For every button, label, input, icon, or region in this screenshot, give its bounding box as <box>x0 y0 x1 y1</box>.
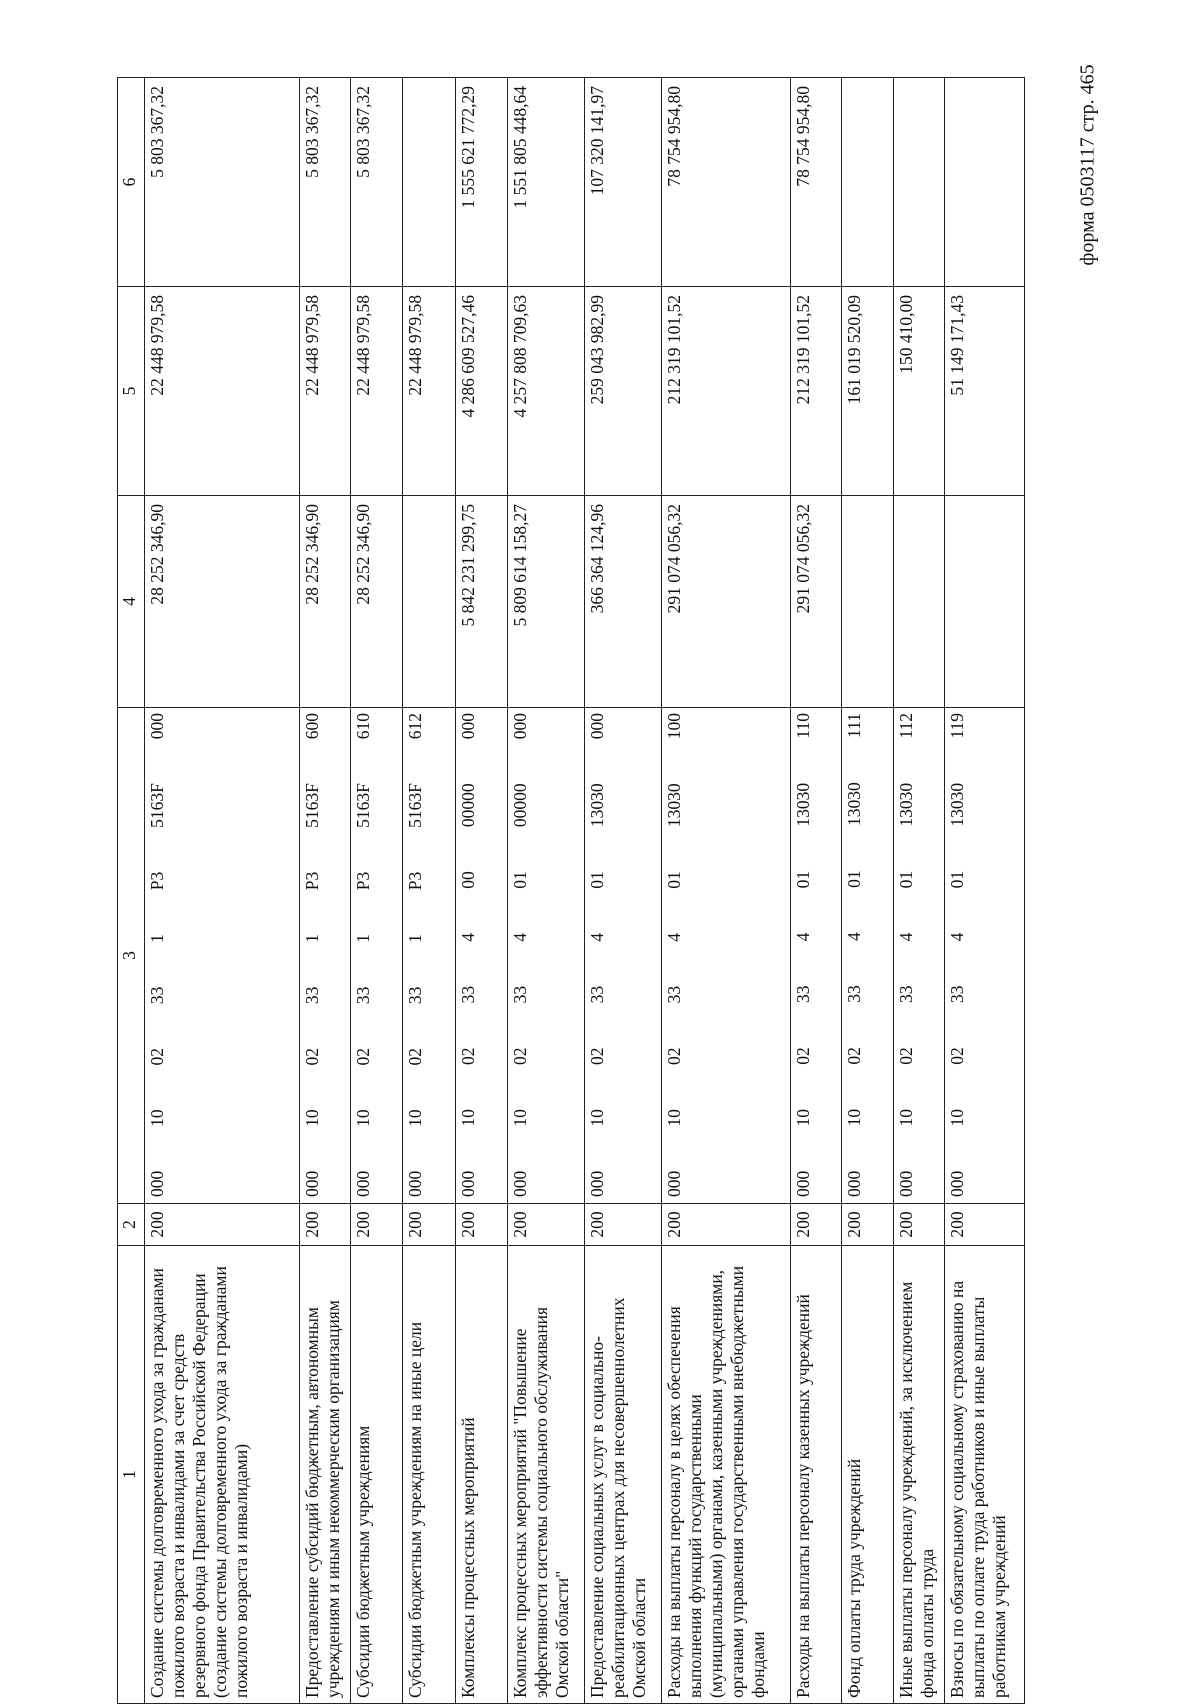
code-segment: 000 <box>458 1170 478 1197</box>
budget-code-parts <box>147 713 168 1197</box>
code-segment: 5163F <box>147 783 167 828</box>
budget-code <box>145 708 300 1204</box>
budget-code <box>508 708 585 1204</box>
code-segment: 33 <box>405 986 425 1005</box>
code-segment: 5163F <box>302 783 322 828</box>
code-segment: 02 <box>793 1047 813 1065</box>
line-code: 200 <box>842 1204 894 1246</box>
table-row <box>300 78 351 1704</box>
budget-code-parts <box>896 713 917 1197</box>
code-segment: 01 <box>587 871 607 889</box>
unexecuted-amount: 5 803 367,32 <box>300 78 351 287</box>
code-segment: 000 <box>353 1170 373 1197</box>
code-segment: 00000 <box>458 783 478 828</box>
code-segment: 33 <box>793 985 813 1004</box>
code-segment: 000 <box>458 713 478 740</box>
code-segment: 02 <box>844 1047 864 1065</box>
code-segment: 13030 <box>896 782 916 827</box>
line-code: 200 <box>300 1204 351 1246</box>
code-segment: 13030 <box>793 782 813 827</box>
executed-amount: 4 257 808 709,63 <box>508 287 585 496</box>
row-name: Комплексы процессных мероприятий <box>456 1246 508 1704</box>
table-row <box>662 78 791 1704</box>
executed-amount: 259 043 982,99 <box>585 287 662 496</box>
executed-amount: 150 410,00 <box>894 287 945 496</box>
code-segment: 02 <box>353 1048 373 1066</box>
code-segment: 10 <box>302 1109 322 1127</box>
row-name: Комплекс процессных мероприятий "Повышение эффективности системы социального обслуживания Омской области" <box>508 1246 585 1704</box>
column-header: 5 <box>118 287 145 496</box>
code-segment: 02 <box>664 1047 684 1065</box>
code-segment: 33 <box>587 985 607 1004</box>
approved-amount: 291 074 056,32 <box>662 496 791 708</box>
code-segment: 02 <box>896 1047 916 1065</box>
table-row <box>351 78 403 1704</box>
approved-amount <box>945 496 1025 708</box>
code-segment: 01 <box>896 870 916 889</box>
row-name: Расходы на выплаты персоналу казенных учреждений <box>791 1246 842 1704</box>
expenditure-table <box>117 77 1025 1704</box>
unexecuted-amount: 78 754 954,80 <box>791 78 842 287</box>
budget-code <box>351 708 403 1204</box>
unexecuted-amount: 78 754 954,80 <box>662 78 791 287</box>
unexecuted-amount: 1 555 621 772,29 <box>456 78 508 287</box>
code-segment: 01 <box>947 870 967 889</box>
code-segment: 02 <box>510 1047 530 1065</box>
budget-code <box>585 708 662 1204</box>
code-segment: 610 <box>353 713 373 740</box>
approved-amount: 5 809 614 158,27 <box>508 496 585 708</box>
code-segment: 33 <box>458 985 478 1004</box>
budget-code-parts <box>458 713 479 1197</box>
line-code: 200 <box>662 1204 791 1246</box>
budget-code-parts <box>587 713 608 1197</box>
code-segment: 000 <box>844 1170 864 1197</box>
code-segment: 02 <box>405 1048 425 1066</box>
budget-code <box>403 708 456 1204</box>
line-code: 200 <box>945 1204 1025 1246</box>
row-name: Субсидии бюджетным учреждениям <box>351 1246 403 1704</box>
line-code: 200 <box>351 1204 403 1246</box>
code-segment: 1 <box>147 934 167 943</box>
code-segment: 33 <box>844 985 864 1003</box>
form-label: форма 0503117 стр. 465 <box>1076 64 1099 266</box>
code-segment: 000 <box>664 1170 684 1197</box>
column-header: 3 <box>118 708 145 1204</box>
table-row <box>403 78 456 1704</box>
code-segment: 00000 <box>510 783 530 828</box>
code-segment: 4 <box>458 932 478 942</box>
unexecuted-amount <box>403 78 456 287</box>
approved-amount: 366 364 124,96 <box>585 496 662 708</box>
code-segment: Р3 <box>405 871 425 891</box>
budget-code <box>842 708 894 1204</box>
table-row <box>456 78 508 1704</box>
table-row <box>842 78 894 1704</box>
line-code: 200 <box>585 1204 662 1246</box>
executed-amount: 4 286 609 527,46 <box>456 287 508 496</box>
approved-amount: 291 074 056,32 <box>791 496 842 708</box>
code-segment: 01 <box>664 871 684 889</box>
code-segment: 10 <box>353 1109 373 1127</box>
code-segment: 13030 <box>947 782 967 827</box>
table-row <box>508 78 585 1704</box>
code-segment: 5163F <box>353 783 373 828</box>
code-segment: 02 <box>147 1048 167 1066</box>
code-segment: 10 <box>896 1109 916 1127</box>
unexecuted-amount <box>945 78 1025 287</box>
code-segment: 112 <box>896 713 916 739</box>
code-segment: 10 <box>587 1109 607 1127</box>
code-segment: 1 <box>405 934 425 943</box>
row-name: Предоставление субсидий бюджетным, автономным учреждениям и иным некоммерческим организациям <box>300 1246 351 1704</box>
line-code: 200 <box>791 1204 842 1246</box>
code-segment: 000 <box>587 1170 607 1197</box>
column-header: 6 <box>118 78 145 287</box>
code-segment: 00 <box>458 871 478 889</box>
approved-amount <box>842 496 894 708</box>
code-segment: 1 <box>353 934 373 943</box>
code-segment: 13030 <box>664 783 684 828</box>
code-segment: 4 <box>896 932 916 942</box>
code-segment: 4 <box>664 932 684 942</box>
code-segment: 110 <box>793 713 813 739</box>
code-segment: 4 <box>844 932 864 941</box>
code-segment: 100 <box>664 713 684 740</box>
code-segment: 000 <box>896 1170 916 1197</box>
executed-amount: 22 448 979,58 <box>300 287 351 496</box>
form-header <box>1058 10 1118 320</box>
code-segment: 10 <box>844 1108 864 1127</box>
code-segment: 13030 <box>587 783 607 828</box>
executed-amount: 51 149 171,43 <box>945 287 1025 496</box>
line-code: 200 <box>456 1204 508 1246</box>
budget-code-parts <box>353 713 374 1197</box>
report-page <box>117 78 1054 1704</box>
budget-code <box>894 708 945 1204</box>
executed-amount: 22 448 979,58 <box>403 287 456 496</box>
code-segment: 02 <box>302 1048 322 1066</box>
executed-amount: 22 448 979,58 <box>145 287 300 496</box>
column-header: 4 <box>118 496 145 708</box>
code-segment: 000 <box>147 713 167 740</box>
row-name: Создание системы долговременного ухода за гражданами пожилого возраста и инвалидами за счет средств резервного фонда Правительства Российской Федерации (создание системы долговременного ухода за гражданами пожилого возраста и инвалидами) <box>145 1246 300 1704</box>
table-row <box>145 78 300 1704</box>
code-segment: 000 <box>587 713 607 740</box>
code-segment: 33 <box>947 985 967 1004</box>
code-segment: 10 <box>147 1109 167 1127</box>
budget-code-parts <box>947 713 968 1197</box>
approved-amount: 5 842 231 299,75 <box>456 496 508 708</box>
code-segment: 02 <box>947 1047 967 1065</box>
table-row <box>894 78 945 1704</box>
budget-code-parts <box>793 713 814 1197</box>
budget-code-parts <box>664 713 685 1197</box>
unexecuted-amount <box>894 78 945 287</box>
code-segment: 4 <box>510 932 530 942</box>
code-segment: 000 <box>947 1170 967 1197</box>
table-row <box>585 78 662 1704</box>
code-segment: 33 <box>147 986 167 1005</box>
line-code: 200 <box>894 1204 945 1246</box>
code-segment: Р3 <box>353 871 373 891</box>
budget-code-parts <box>405 713 426 1197</box>
code-segment: 000 <box>147 1170 167 1197</box>
code-segment: 33 <box>510 985 530 1004</box>
line-code: 200 <box>145 1204 300 1246</box>
line-code: 200 <box>403 1204 456 1246</box>
budget-code-parts <box>302 713 323 1197</box>
code-segment: 4 <box>793 932 813 942</box>
code-segment: 1 <box>302 934 322 943</box>
executed-amount: 212 319 101,52 <box>662 287 791 496</box>
approved-amount <box>403 496 456 708</box>
code-segment: 4 <box>587 932 607 942</box>
unexecuted-amount: 1 551 805 448,64 <box>508 78 585 287</box>
code-segment: 10 <box>793 1109 813 1127</box>
code-segment: 13030 <box>844 782 864 827</box>
code-segment: Р3 <box>147 871 167 891</box>
code-segment: 000 <box>510 713 530 740</box>
code-segment: 119 <box>947 713 967 739</box>
code-segment: 000 <box>793 1170 813 1197</box>
approved-amount: 28 252 346,90 <box>145 496 300 708</box>
unexecuted-amount: 107 320 141,97 <box>585 78 662 287</box>
row-name: Предоставление социальных услуг в социально-реабилитационных центрах для несовершеннолетних Омской области <box>585 1246 662 1704</box>
column-header: 2 <box>118 1204 145 1246</box>
code-segment: 000 <box>405 1170 425 1197</box>
code-segment: 10 <box>664 1109 684 1127</box>
approved-amount: 28 252 346,90 <box>351 496 403 708</box>
approved-amount: 28 252 346,90 <box>300 496 351 708</box>
code-segment: 000 <box>302 1170 322 1197</box>
column-header: 1 <box>118 1246 145 1704</box>
budget-code <box>791 708 842 1204</box>
code-segment: 10 <box>405 1109 425 1127</box>
code-segment: 5163F <box>405 783 425 828</box>
code-segment: 01 <box>844 870 864 888</box>
table-row <box>791 78 842 1704</box>
budget-code <box>945 708 1025 1204</box>
budget-code-parts <box>510 713 531 1197</box>
code-segment: 33 <box>353 986 373 1005</box>
table-body <box>145 78 1025 1704</box>
budget-code <box>662 708 791 1204</box>
code-segment: 33 <box>302 986 322 1005</box>
table-header <box>118 78 145 1704</box>
row-name: Фонд оплаты труда учреждений <box>842 1246 894 1704</box>
header-row <box>118 78 145 1704</box>
code-segment: 01 <box>793 870 813 889</box>
code-segment: 600 <box>302 713 322 740</box>
code-segment: 10 <box>510 1109 530 1127</box>
table-row <box>945 78 1025 1704</box>
budget-code-parts <box>844 713 865 1197</box>
line-code: 200 <box>508 1204 585 1246</box>
code-segment: 4 <box>947 932 967 942</box>
approved-amount <box>894 496 945 708</box>
code-segment: Р3 <box>302 871 322 891</box>
code-segment: 000 <box>510 1170 530 1197</box>
row-name: Взносы по обязательному социальному страхованию на выплаты по оплате труда работников и иные выплаты работникам учреждений <box>945 1246 1025 1704</box>
code-segment: 33 <box>896 985 916 1004</box>
row-name: Расходы на выплаты персоналу в целях обеспечения выполнения функций государственными (муниципальными) органами, казенными учреждениями, органами управления государственными внебюджетными фондами <box>662 1246 791 1704</box>
code-segment: 33 <box>664 985 684 1004</box>
budget-code <box>300 708 351 1204</box>
code-segment: 01 <box>510 871 530 889</box>
executed-amount: 22 448 979,58 <box>351 287 403 496</box>
code-segment: 02 <box>458 1047 478 1065</box>
code-segment: 111 <box>844 713 864 738</box>
code-segment: 10 <box>458 1109 478 1127</box>
unexecuted-amount: 5 803 367,32 <box>351 78 403 287</box>
executed-amount: 212 319 101,52 <box>791 287 842 496</box>
unexecuted-amount: 5 803 367,32 <box>145 78 300 287</box>
row-name: Субсидии бюджетным учреждениям на иные цели <box>403 1246 456 1704</box>
row-name: Иные выплаты персоналу учреждений, за исключением фонда оплаты труда <box>894 1246 945 1704</box>
code-segment: 02 <box>587 1047 607 1065</box>
code-segment: 10 <box>947 1109 967 1127</box>
code-segment: 612 <box>405 713 425 740</box>
executed-amount: 161 019 520,09 <box>842 287 894 496</box>
budget-code <box>456 708 508 1204</box>
unexecuted-amount <box>842 78 894 287</box>
